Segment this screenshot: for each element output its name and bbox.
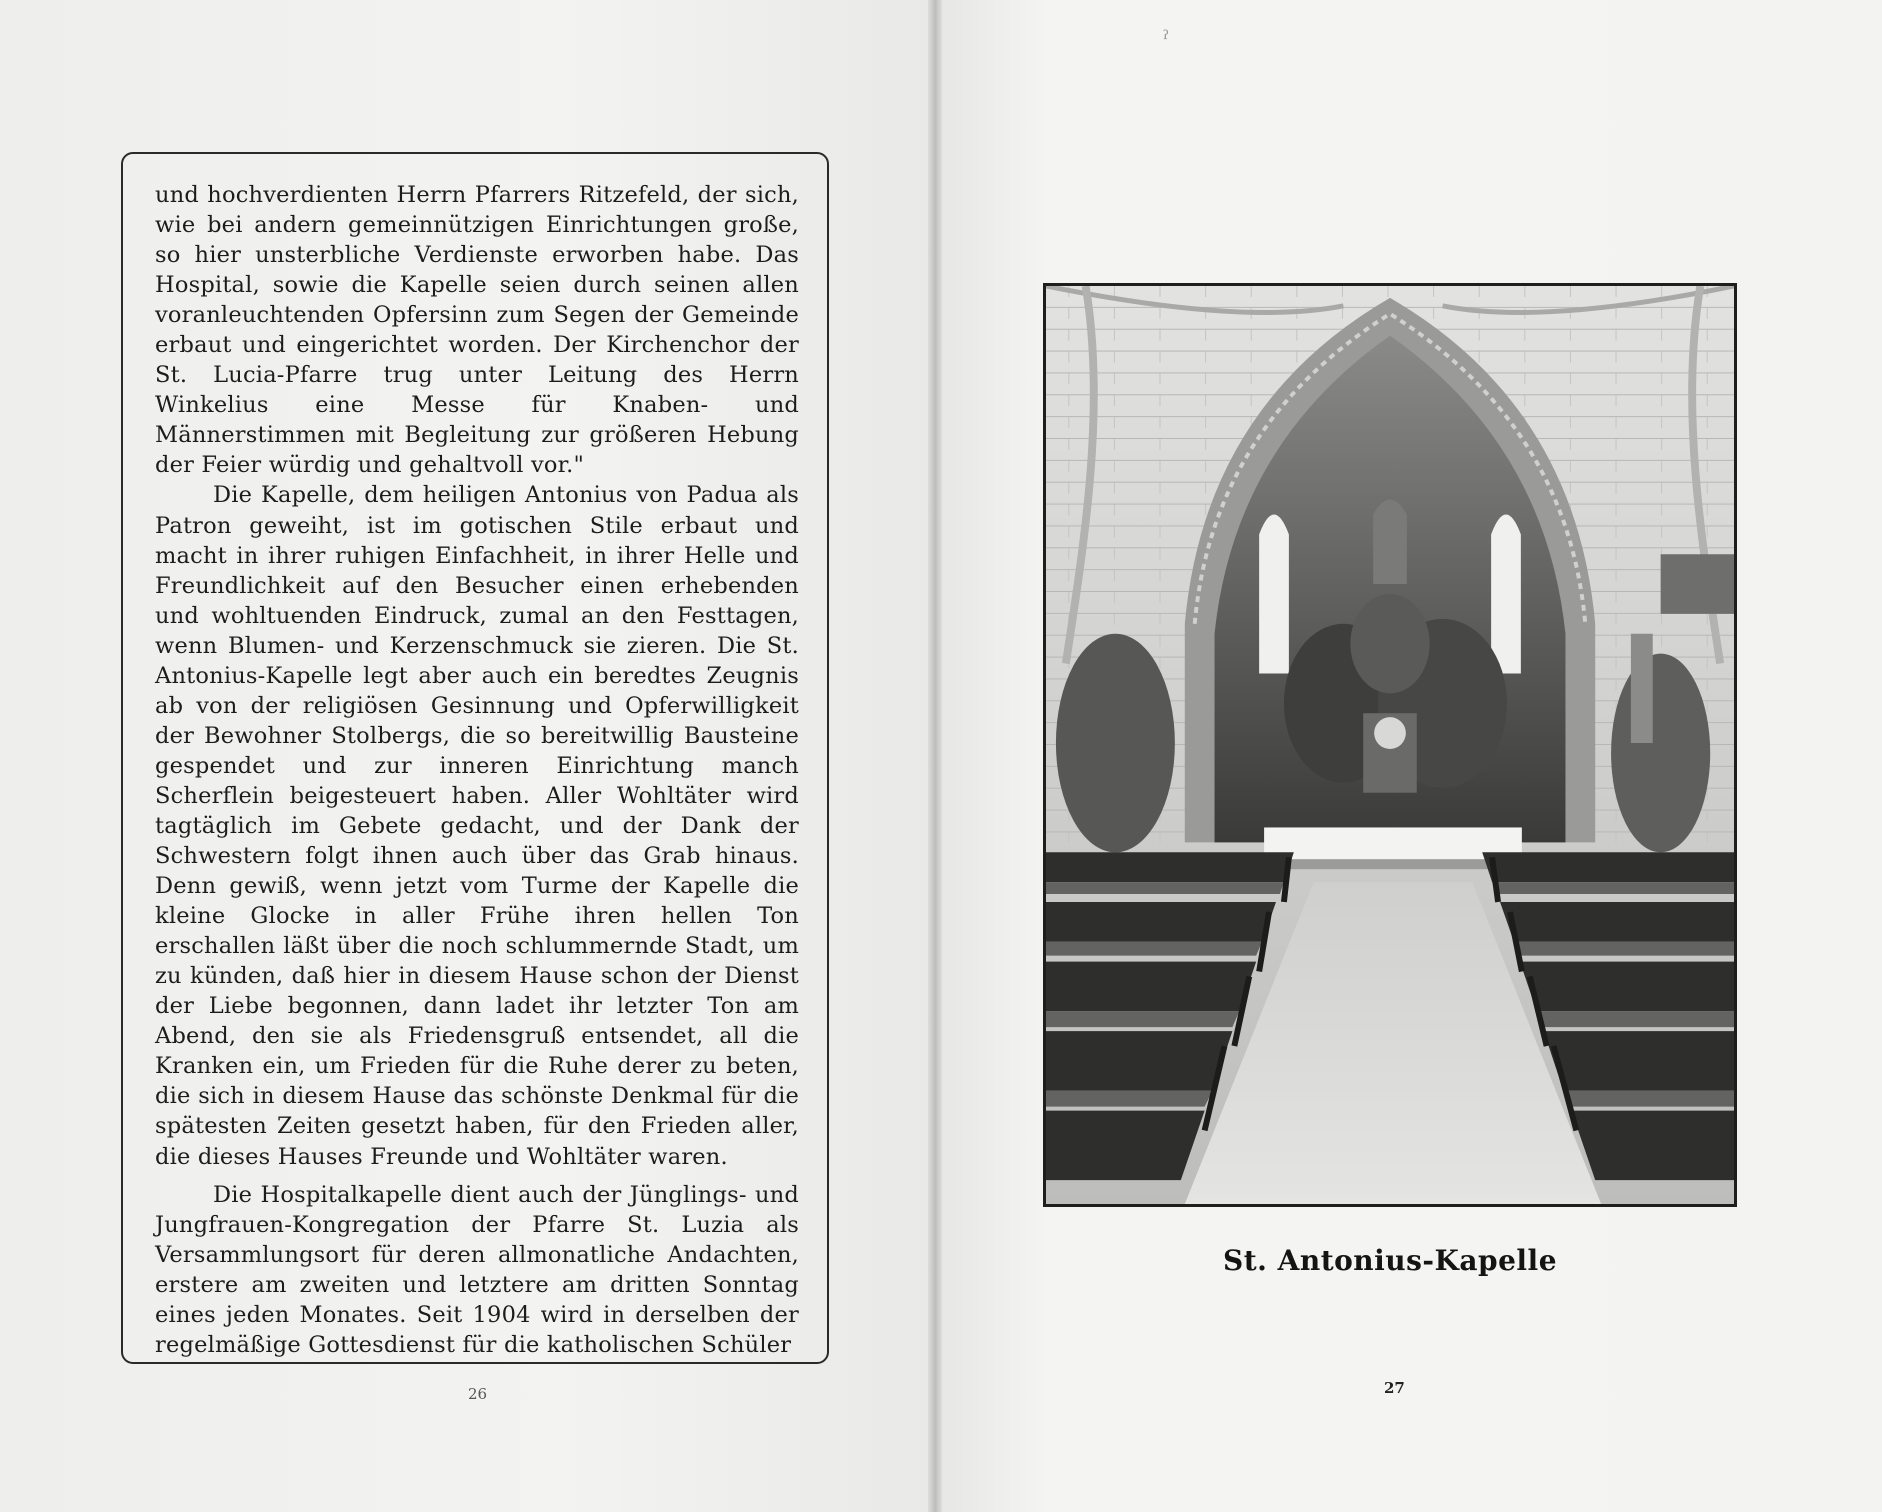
- book-gutter: [928, 0, 942, 1512]
- paragraph-2: Die Kapelle, dem heiligen Antonius von Padua als Patron geweiht, ist im gotischen Stile erbaut und macht in ihrer ruhigen Einfachheit, in ihrer Helle und Freundlichkeit auf den Besucher einen erhebenden und wohltuenden Eindruck, zumal an den Festtagen, wenn Blumen- und Kerzenschmuck sie zieren. Die St. Antonius-Kapelle legt aber auch ein beredtes Zeugnis ab von der religiösen Gesinnung und Opferwilligkeit der Bewohner Stolbergs, die so bereitwillig Bausteine gespendet und zur inneren Einrichtung manch Scherflein beigesteuert haben. Aller Wohltäter wird tagtäglich im Gebete gedacht, und der Dank der Schwestern folgt ihnen auch über das Grab hinaus. Denn gewiß, wenn jetzt vom Turme der Kapelle die kleine Glocke in aller Frühe ihren hellen Ton erschallen läßt über die noch schlummernde Stadt, um zu künden, daß hier in diesem Hause schon der Dienst der Liebe begonnen, dann ladet ihr letzter Ton am Abend, den sie als Friedensgruß entsendet, all die Kranken ein, um Frieden für die Ruhe derer zu beten, die sich in diesem Hause das schönste Denkmal für die spätesten Zeiten gesetzt haben, für den Frieden aller, die dieses Hauses Freunde und Wohltäter waren.: [155, 482, 799, 1170]
- chapel-interior-image: [1046, 286, 1734, 1204]
- paragraph-3: Die Hospitalkapelle dient auch der Jünglings- und Jungfrauen-Kongregation der Pfarre St. Luzia als Versammlungsort für deren allmonatliche Andachten, erstere am zweiten und letztere am dritten Sonntag eines jeden Monates. Seit 1904 wird in derselben der regelmäßige Gottesdienst für die katholischen Schüler: [155, 1181, 799, 1358]
- left-page-text: [155, 180, 799, 1360]
- page-number-left: 26: [468, 1385, 488, 1403]
- paragraph-1: und hochverdienten Herrn Pfarrers Ritzefeld, der sich, wie bei andern gemeinnützigen Einrichtungen große, so hier unsterbliche Verdienste erworben habe. Das Hospital, sowie die Kapelle seien durch seinen allen voranleuchtenden Opfersinn zum Segen der Gemeinde erbaut und eingerichtet worden. Der Kirchenchor der St. Lucia-Pfarre trug unter Leitung des Herrn Winkelius eine Messe für Knaben- und Männerstimmen mit Begleitung zur größeren Hebung der Feier würdig und gehaltvoll vor.": [155, 182, 799, 479]
- photo-caption: St. Antonius-Kapelle: [1222, 1244, 1558, 1277]
- chapel-photograph: [1043, 283, 1737, 1207]
- page-number-right: 27: [1384, 1379, 1405, 1397]
- paper-mark: ˀ: [1163, 28, 1170, 53]
